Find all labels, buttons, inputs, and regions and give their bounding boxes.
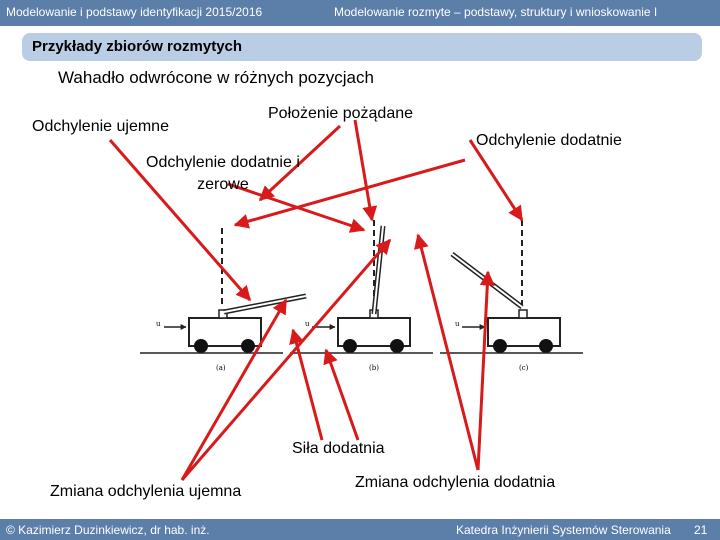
- label-odchylenie-dodatnie-zerowe: [146, 152, 300, 196]
- label-sila-dodatnia: Siła dodatnia: [292, 440, 385, 457]
- label-dodzero-line1: Odchylenie dodatnie i: [146, 154, 300, 171]
- arrow-dodatnie: [470, 140, 522, 220]
- arrow-sila-b2: [326, 350, 358, 440]
- label-zmiana-ujemna: Zmiana odchylenia ujemna: [50, 483, 242, 500]
- slide-subtitle: Wahadło odwrócone w różnych pozycjach: [58, 68, 374, 87]
- label-odchylenie-ujemne: Odchylenie ujemne: [32, 118, 169, 135]
- label-dodzero-line2: zerowe: [197, 176, 249, 193]
- label-zmiana-dodatnia: Zmiana odchylenia dodatnia: [355, 474, 556, 491]
- header-lecture-title: Modelowanie rozmyte – podstawy, struktury i wnioskowanie I: [334, 5, 658, 19]
- label-odchylenie-dodatnie: Odchylenie dodatnie: [476, 132, 622, 149]
- section-title: Przykłady zbiorów rozmytych: [32, 38, 243, 55]
- page-number: 21: [694, 523, 708, 537]
- panel-label-b: (b): [369, 364, 379, 372]
- footer-department: Katedra Inżynierii Systemów Sterowania: [456, 523, 671, 537]
- force-label-b: u: [305, 320, 310, 328]
- arrow-zmiana-dodatnia-c: [478, 272, 488, 470]
- arrow-pozadane: [355, 120, 372, 220]
- force-label-a: u: [156, 320, 161, 328]
- footer-author: © Kazimierz Duzinkiewicz, dr hab. inż.: [6, 523, 210, 537]
- cart-c: [440, 220, 583, 372]
- cart-b: [290, 220, 433, 372]
- footer-bar: [0, 519, 720, 540]
- header-course-title: Modelowanie i podstawy identyfikacji 2015/2016: [6, 5, 263, 19]
- cart-a: [140, 228, 306, 372]
- panel-label-a: (a): [216, 364, 226, 372]
- force-label-c: u: [455, 320, 460, 328]
- label-polozenie-pozadane: Położenie pożądane: [268, 105, 414, 122]
- panel-label-c: (c): [519, 364, 529, 372]
